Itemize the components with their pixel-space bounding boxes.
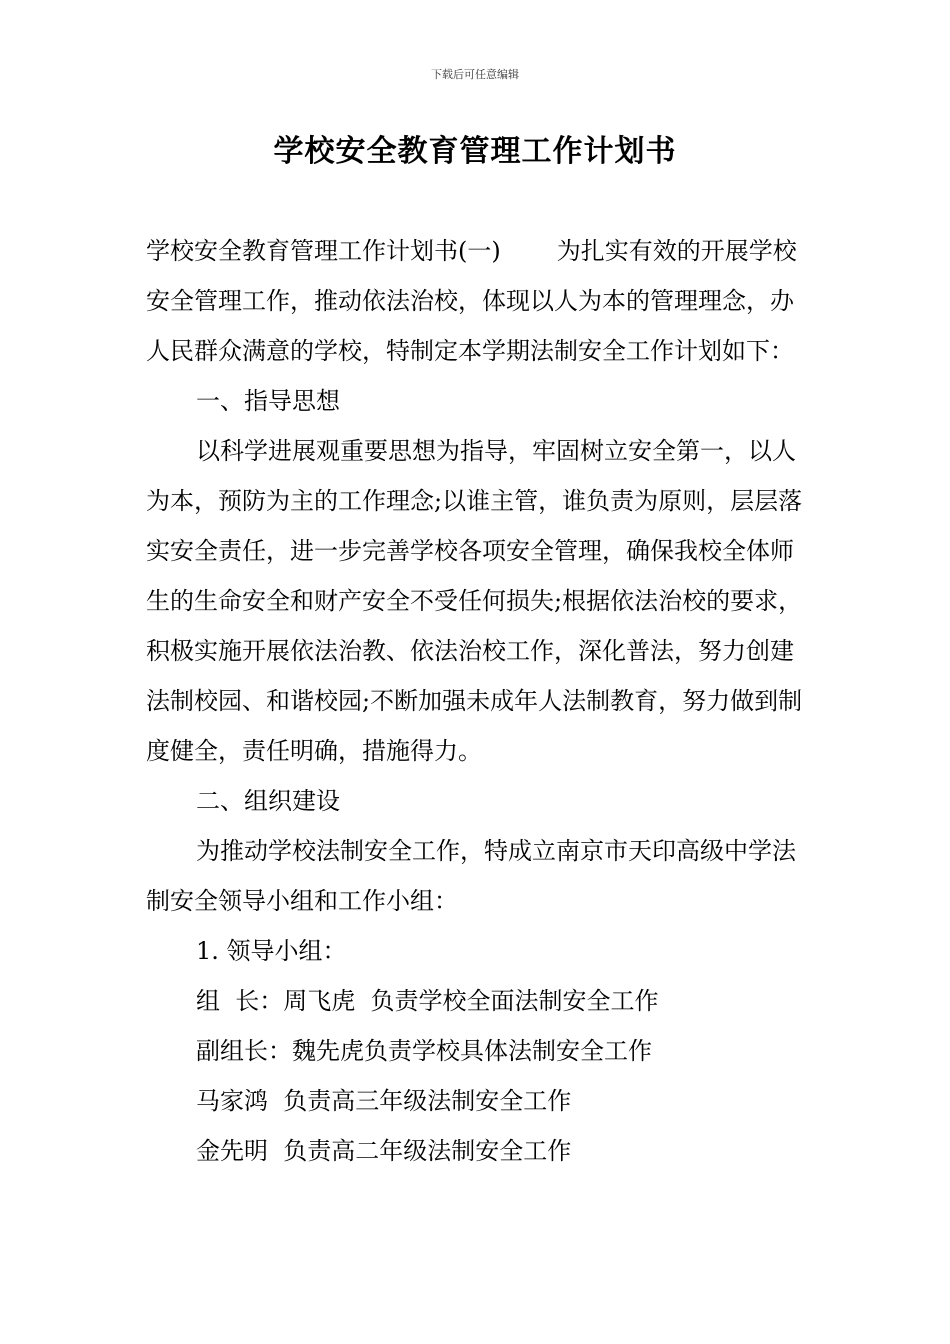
section1-text: 以科学进展观重要思想为指导，牢固树立安全第一，以人为本，预防为主的工作理念;以谁主管，谁负责为原则，层层落实安全责任，进一步完善学校各项安全管理，确保我校全体师生的生命安全和财产安全不受任何损失;根据依法治校的要求，积极实施开展依法治教、依法治校工作，深化普法，努力创建法制校园、和谐校园;不断加强未成年人法制教育，努力做到制度健全，责任明确，措施得力。 xyxy=(146,437,803,765)
section2-text: 为推动学校法制安全工作，特成立南京市天印高级中学法制安全领导小组和工作小组： xyxy=(146,837,796,915)
section1-heading: 一、指导思想 xyxy=(196,387,340,415)
header-note: 下载后可任意编辑 xyxy=(431,68,519,81)
document-body xyxy=(146,226,810,1176)
member-line: 金先明 负责高二年级法制安全工作 xyxy=(196,1137,572,1165)
document-title: 学校安全教育管理工作计划书 xyxy=(273,134,677,169)
member-line: 马家鸿 负责高三年级法制安全工作 xyxy=(196,1087,572,1115)
leader-group-label: 1. 领导小组： xyxy=(196,937,347,965)
member-line: 组 长：周飞虎 负责学校全面法制安全工作 xyxy=(196,987,659,1015)
intro-paragraph xyxy=(146,226,810,376)
intro-heading: 学校安全教育管理工作计划书(一) xyxy=(146,237,501,265)
section2-heading: 二、组织建设 xyxy=(196,787,340,815)
intro-text: 为扎实有效的开展学校安全管理工作，推动依法治校，体现以人为本的管理理念，办人民群众满意的学校，特制定本学期法制安全工作计划如下： xyxy=(146,237,797,365)
member-line: 副组长：魏先虎负责学校具体法制安全工作 xyxy=(196,1037,652,1065)
